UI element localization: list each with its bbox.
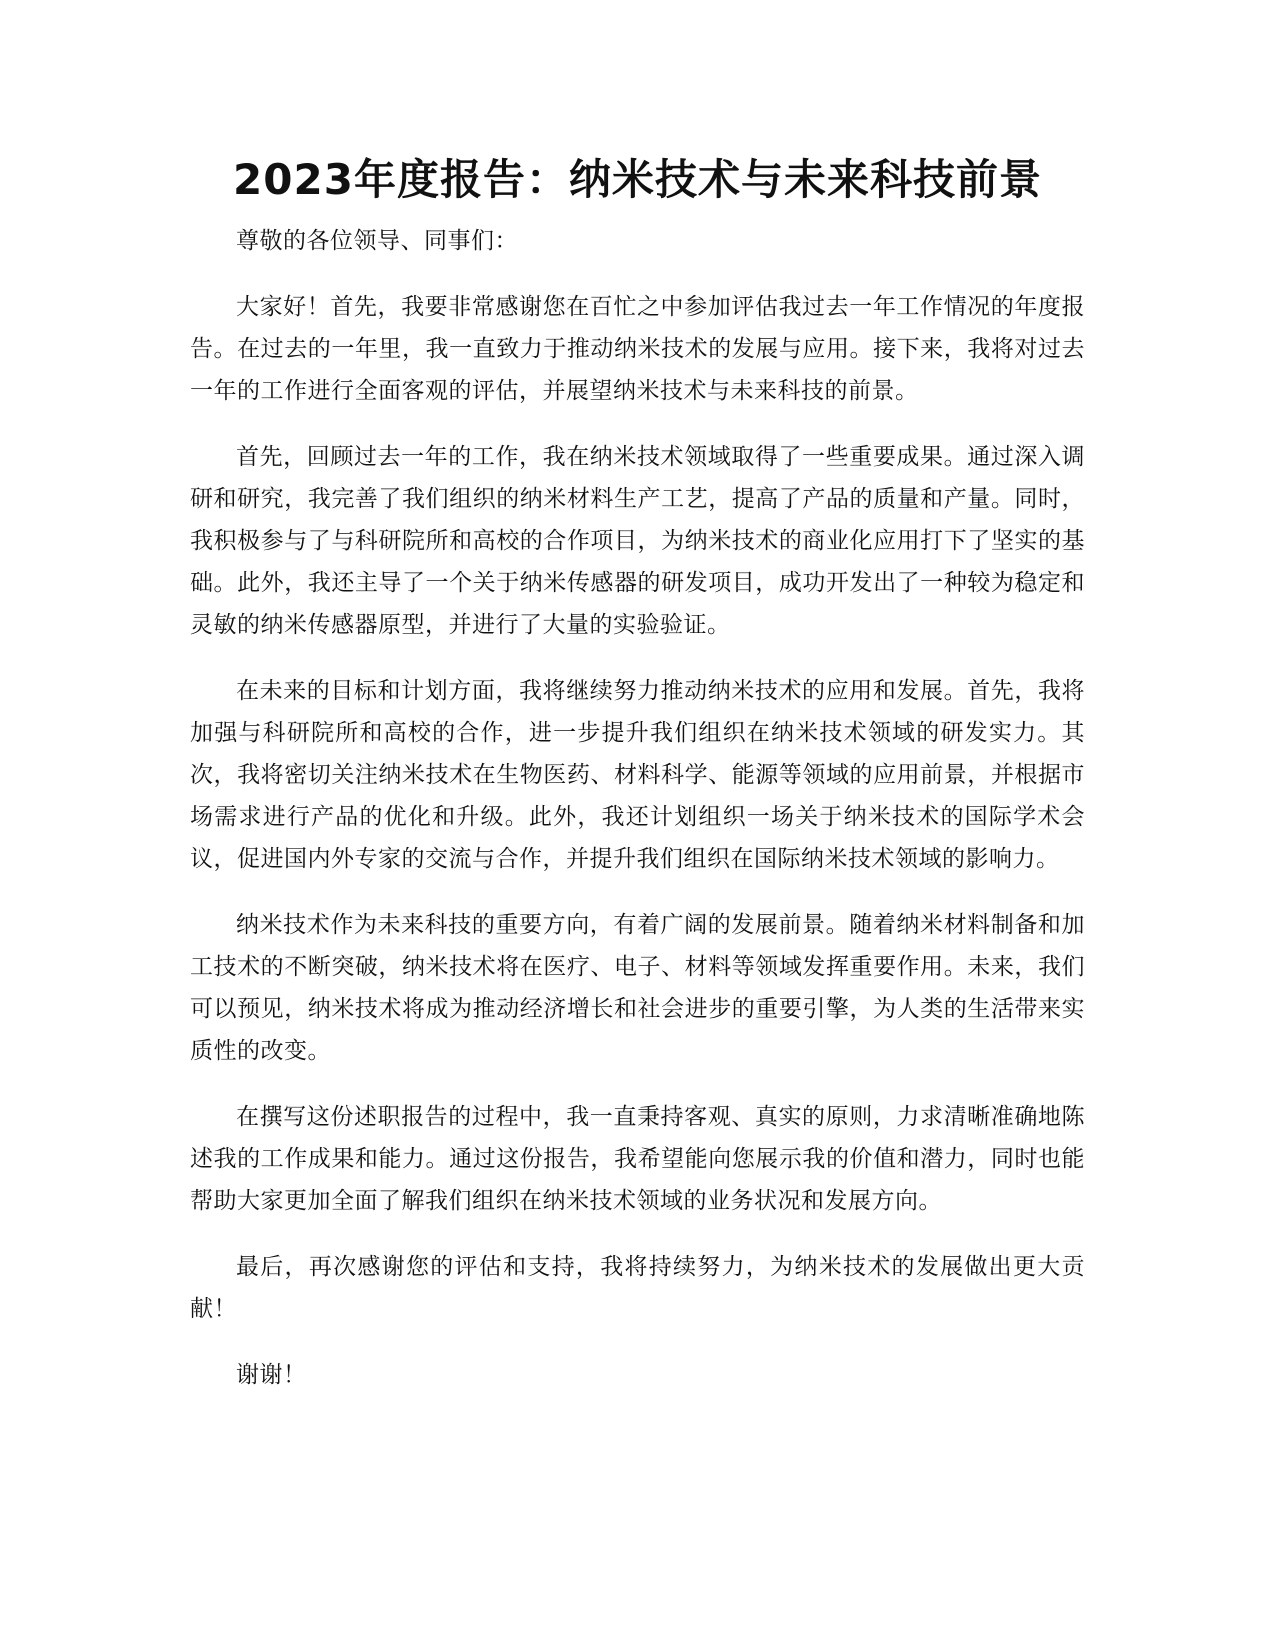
paragraph-plans: 在未来的目标和计划方面，我将继续努力推动纳米技术的应用和发展。首先，我将加强与科研院所和高校的合作，进一步提升我们组织在纳米技术领域的研发实力。其次，我将密切关注纳米技术在生物医药、材料科学、能源等领域的应用前景，并根据市场需求进行产品的优化和升级。此外，我还计划组织一场关于纳米技术的国际学术会议，促进国内外专家的交流与合作，并提升我们组织在国际纳米技术领域的影响力。	[190, 678, 1085, 872]
paragraph-intro: 大家好！首先，我要非常感谢您在百忙之中参加评估我过去一年工作情况的年度报告。在过去的一年里，我一直致力于推动纳米技术的发展与应用。接下来，我将对过去一年的工作进行全面客观的评估，并展望纳米技术与未来科技的前景。	[190, 294, 1085, 404]
paragraph-principles: 在撰写这份述职报告的过程中，我一直秉持客观、真实的原则，力求清晰准确地陈述我的工作成果和能力。通过这份报告，我希望能向您展示我的价值和潜力，同时也能帮助大家更加全面了解我们组织在纳米技术领域的业务状况和发展方向。	[190, 1104, 1085, 1214]
closing: 谢谢！	[236, 1362, 307, 1388]
paragraph-thanks: 最后，再次感谢您的评估和支持，我将持续努力，为纳米技术的发展做出更大贡献！	[190, 1254, 1085, 1322]
document-title: 2023年度报告：纳米技术与未来科技前景	[233, 155, 1042, 204]
document-body	[190, 220, 1085, 1420]
paragraph-outlook: 纳米技术作为未来科技的重要方向，有着广阔的发展前景。随着纳米材料制备和加工技术的不断突破，纳米技术将在医疗、电子、材料等领域发挥重要作用。未来，我们可以预见，纳米技术将成为推动经济增长和社会进步的重要引擎，为人类的生活带来实质性的改变。	[190, 912, 1085, 1064]
salutation: 尊敬的各位领导、同事们：	[236, 228, 518, 254]
paragraph-review: 首先，回顾过去一年的工作，我在纳米技术领域取得了一些重要成果。通过深入调研和研究，我完善了我们组织的纳米材料生产工艺，提高了产品的质量和产量。同时，我积极参与了与科研院所和高校的合作项目，为纳米技术的商业化应用打下了坚实的基础。此外，我还主导了一个关于纳米传感器的研发项目，成功开发出了一种较为稳定和灵敏的纳米传感器原型，并进行了大量的实验验证。	[190, 444, 1085, 638]
